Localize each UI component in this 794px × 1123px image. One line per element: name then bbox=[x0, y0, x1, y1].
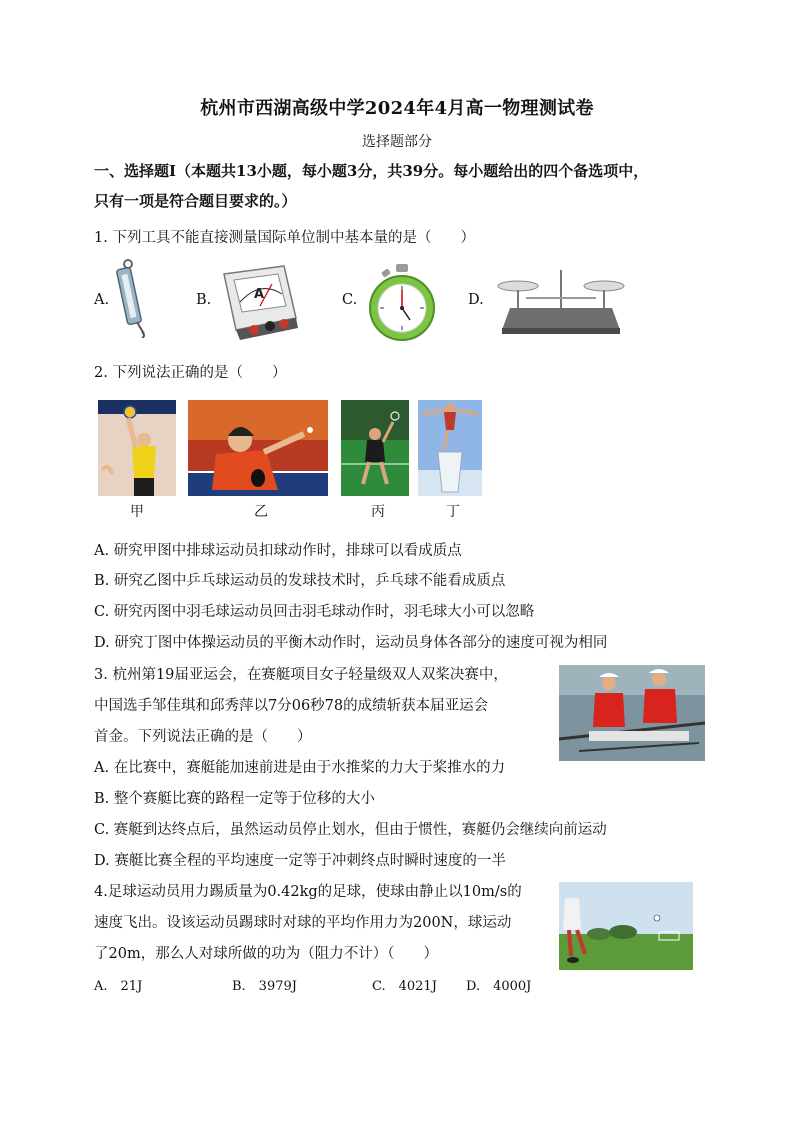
q1-option-c-label: C. bbox=[342, 292, 358, 308]
gymnastics-photo bbox=[418, 400, 482, 496]
q3-option-d: D. 赛艇比赛全程的平均速度一定等于冲刺终点时瞬时速度的一半 bbox=[94, 853, 506, 869]
ammeter-icon bbox=[214, 262, 300, 342]
q3-stem-line1: 3. 杭州第19届亚运会，在赛艇项目女子轻量级双人双桨决赛中， bbox=[94, 667, 508, 683]
section-header-line1: 一、选择题Ⅰ（本题共13小题，每小题3分，共39分。每小题给出的四个备选项中， bbox=[94, 162, 649, 180]
page-subtitle: 选择题部分 bbox=[362, 134, 432, 150]
q4-option-a: A. 21J bbox=[94, 979, 143, 994]
q2-option-a: A. 研究甲图中排球运动员扣球动作时，排球可以看成质点 bbox=[94, 543, 462, 559]
q4-option-b: B. 3979J bbox=[232, 979, 297, 994]
volleyball-photo bbox=[98, 400, 176, 496]
badminton-photo bbox=[341, 400, 409, 496]
q3-option-b: B. 整个赛艇比赛的路程一定等于位移的大小 bbox=[94, 791, 375, 807]
q2-caption-ding: 丁 bbox=[446, 504, 460, 520]
q3-stem-line2: 中国选手邹佳琪和邱秀萍以7分06秒78的成绩斩获本届亚运会 bbox=[94, 698, 489, 714]
soccer-photo bbox=[559, 882, 693, 970]
spring-scale-icon bbox=[112, 258, 158, 338]
balance-scale-icon bbox=[496, 264, 626, 336]
q2-stem: 2. 下列说法正确的是（ ） bbox=[94, 365, 287, 381]
q4-stem-line1: 4.足球运动员用力踢质量为0.42kg的足球，使球由静止以10m/s的 bbox=[94, 884, 522, 900]
q2-option-b: B. 研究乙图中乒乓球运动员的发球技术时，乒乓球不能看成质点 bbox=[94, 573, 506, 589]
q2-option-d: D. 研究丁图中体操运动员的平衡木动作时，运动员身体各部分的速度可视为相同 bbox=[94, 635, 608, 651]
section-header-line2: 只有一项是符合题目要求的。） bbox=[94, 192, 297, 210]
q1-option-b-label: B. bbox=[196, 292, 212, 308]
q2-caption-bing: 丙 bbox=[371, 504, 385, 520]
q4-stem-line3: 了20m，那么人对球所做的功为（阻力不计）（ ） bbox=[94, 946, 438, 962]
q4-stem-line2: 速度飞出。设该运动员踢球时对球的平均作用力为200N，球运动 bbox=[94, 915, 512, 931]
q3-stem-line3: 首金。下列说法正确的是（ ） bbox=[94, 729, 312, 745]
q4-option-d: D. 4000J bbox=[466, 979, 532, 994]
pingpong-photo bbox=[188, 400, 328, 496]
ammeter-letter: A bbox=[254, 287, 265, 302]
q1-stem: 1. 下列工具不能直接测量国际单位制中基本量的是（ ） bbox=[94, 230, 475, 246]
stopwatch-icon bbox=[364, 262, 440, 342]
section-header bbox=[94, 156, 714, 216]
q2-caption-yi: 乙 bbox=[254, 504, 268, 520]
q3-option-c: C. 赛艇到达终点后，虽然运动员停止划水，但由于惯性，赛艇仍会继续向前运动 bbox=[94, 822, 607, 838]
rowing-photo bbox=[559, 665, 705, 761]
q1-option-a-label: A. bbox=[94, 292, 110, 308]
q1-option-d-label: D. bbox=[468, 292, 484, 308]
q4-option-c: C. 4021J bbox=[372, 979, 437, 994]
q2-caption-jia: 甲 bbox=[130, 504, 144, 520]
q2-option-c: C. 研究丙图中羽毛球运动员回击羽毛球动作时，羽毛球大小可以忽略 bbox=[94, 604, 535, 620]
q3-option-a: A. 在比赛中，赛艇能加速前进是由于水推桨的力大于桨推水的力 bbox=[94, 760, 506, 776]
page-title: 杭州市西湖高级中学2024年4月高一物理测试卷 bbox=[200, 98, 594, 119]
